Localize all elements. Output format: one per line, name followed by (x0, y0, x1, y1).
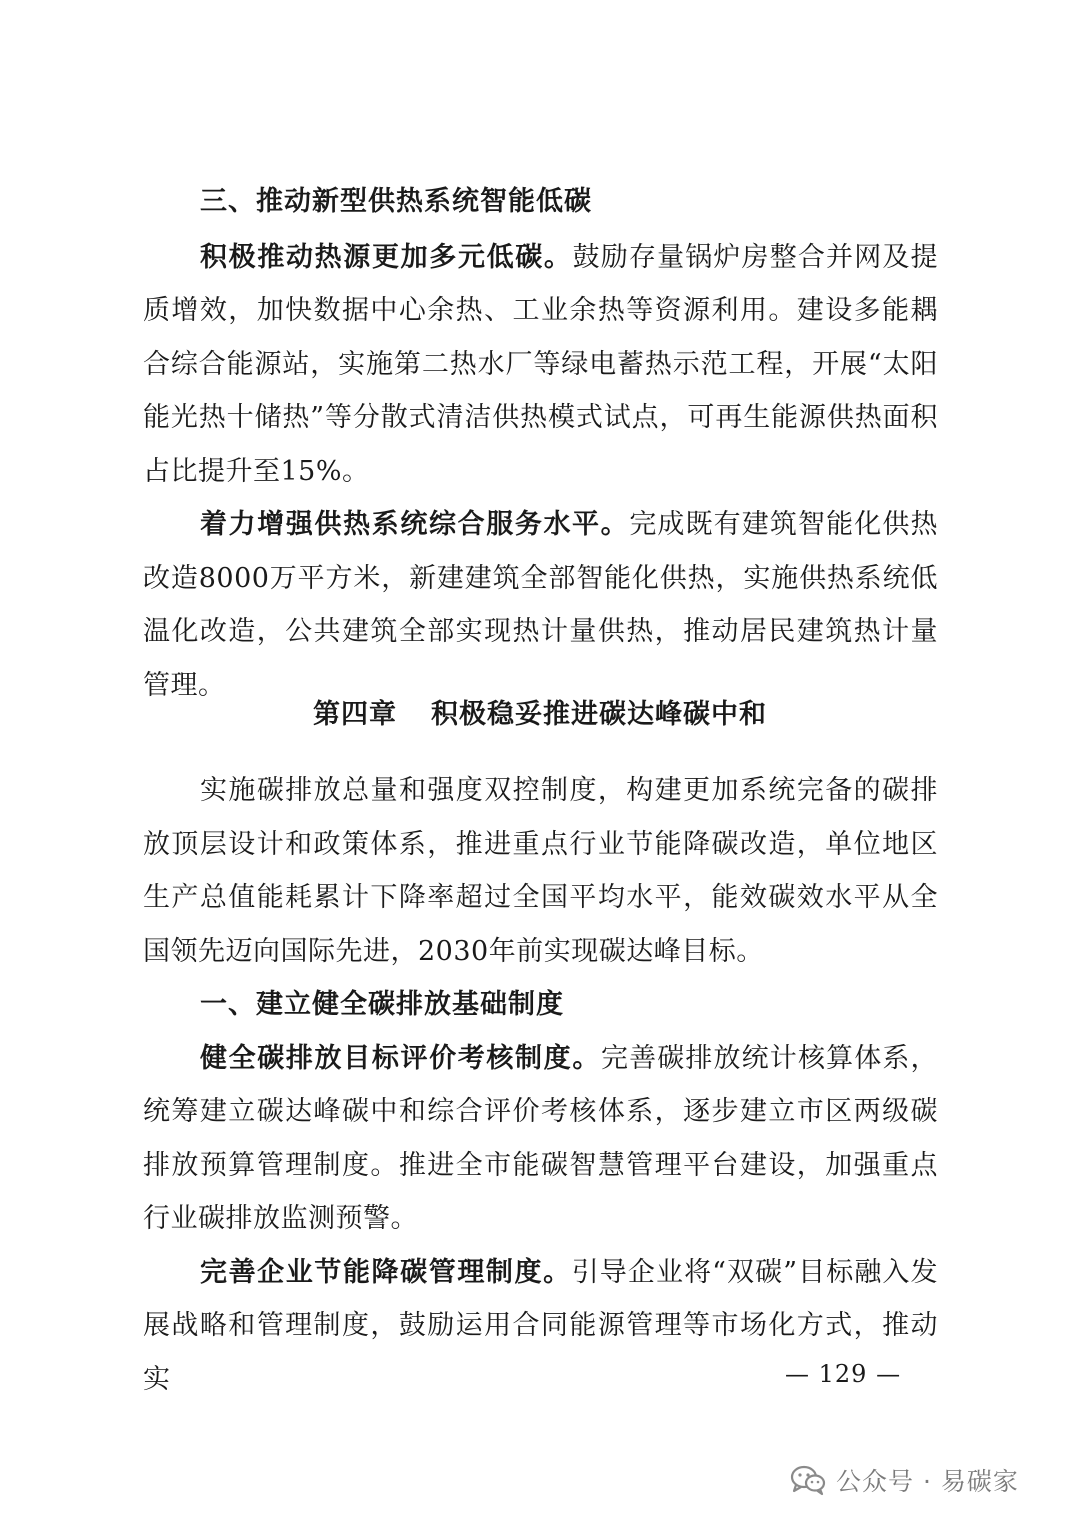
paragraph-body: 引导企业将“双碳”目标融入发展战略和管理制度，鼓励运用合同能源管理等市场化方式，推动实 (143, 1256, 939, 1395)
chapter-4-title (0, 692, 1080, 731)
chapter-4-block (143, 764, 938, 1406)
chapter-title: 积极稳妥推进碳达峰碳中和 (431, 699, 767, 730)
wechat-icon (790, 1464, 826, 1496)
section-1-heading: 一、建立健全碳排放基础制度 (200, 989, 564, 1020)
section-3-heading: 三、推动新型供热系统智能低碳 (200, 186, 592, 217)
paragraph-body: 完善碳排放统计核算体系，统筹建立碳达峰碳中和综合评价考核体系，逐步建立市区两级碳排放预算管理制度。推进全市能碳智慧管理平台建设，加强重点行业碳排放监测预警。 (143, 1042, 939, 1234)
chapter-number: 第四章 (313, 699, 397, 730)
chapter-4-intro: 实施碳排放总量和强度双控制度，构建更加系统完备的碳排放顶层设计和政策体系，推进重点行业节能降碳改造，单位地区生产总值能耗累计下降率超过全国平均水平，能效碳效水平从全国领先迈向国际先进，2030年前实现碳达峰目标。 (143, 775, 938, 967)
page-number: — 129 — (785, 1360, 902, 1388)
paragraph-body: 鼓励存量锅炉房整合并网及提质增效，加快数据中心余热、工业余热等资源利用。建设多能耦合综合能源站，实施第二热水厂等绿电蓄热示范工程，开展“太阳能光热十储热”等分散式清洁供热模式试点，可再生能源供热面积占比提升至15%。 (143, 241, 939, 487)
section-3-block (143, 175, 938, 712)
paragraph-lead: 着力增强供热系统综合服务水平。 (200, 509, 630, 540)
watermark-text: 公众号 · 易碳家 (836, 1467, 1019, 1496)
paragraph-lead: 健全碳排放目标评价考核制度。 (200, 1042, 601, 1074)
paragraph-lead: 积极推动热源更加多元低碳。 (200, 241, 573, 273)
section-3-paragraph-1 (143, 231, 938, 499)
watermark (790, 1460, 1019, 1500)
paragraph-body: 完成既有建筑智能化供热改造8000万平方米，新建建筑全部智能化供热，实施供热系统低温化改造，公共建筑全部实现热计量供热，推动居民建筑热计量管理。 (143, 509, 939, 701)
paragraph-lead: 完善企业节能降碳管理制度。 (200, 1256, 572, 1288)
section-1-paragraph-1 (143, 1032, 938, 1246)
section-3-paragraph-2 (143, 498, 938, 712)
